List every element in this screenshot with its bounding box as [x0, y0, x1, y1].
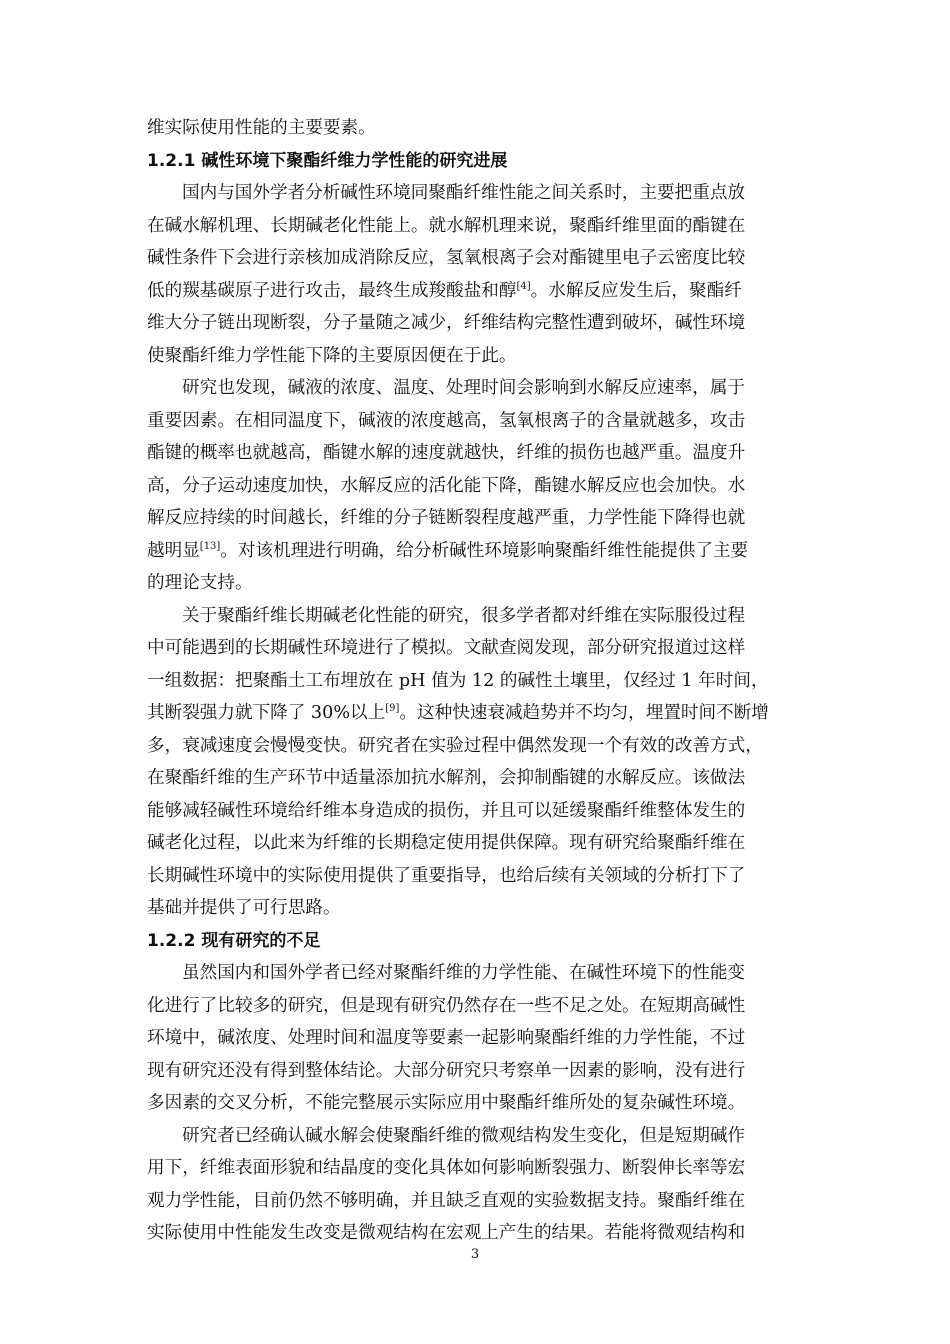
paragraph-line — [147, 697, 807, 730]
paragraph-line: 解反应持续的时间越长，纤维的分子链断裂程度越严重，力学性能下降得也就 — [147, 508, 746, 528]
paragraph-line: 酯键的概率也就越高，酯键水解的速度就越快，纤维的损伤也越严重。温度升 — [147, 443, 746, 463]
line-text: 低的羰基碳原子进行攻击，最终生成羧酸盐和醇 — [147, 280, 517, 301]
paragraph-reaction-factors — [147, 372, 807, 600]
paragraph-line: 碱老化过程，以此来为纤维的长期稳定使用提供保障。现有研究给聚酯纤维在 — [147, 833, 746, 853]
paragraph-line: 化进行了比较多的研究，但是现有研究仍然存在一些不足之处。在短期高碱性 — [147, 995, 746, 1016]
paragraph-line: 现有研究还没有得到整体结论。大部分研究只考察单一因素的影响，没有进行 — [147, 1060, 746, 1081]
line-text: 越明显 — [147, 540, 200, 561]
paragraph-line: 的理论支持。 — [147, 573, 253, 593]
line-text: 。这种快速衰减趋势并不均匀，埋置时间不断增 — [399, 703, 769, 723]
citation-ref-4: [4] — [516, 280, 531, 292]
paragraph-line: 基础并提供了可行思路。 — [147, 898, 341, 918]
paragraph-line: 中可能遇到的长期碱性环境进行了模拟。文献查阅发现，部分研究报道过这样 — [147, 638, 746, 658]
paragraph-continuation: 维实际使用性能的主要要素。 — [147, 118, 376, 138]
line-text: 。对该机理进行明确，给分析碱性环境影响聚酯纤维性能提供了主要 — [220, 540, 749, 561]
page-number: 3 — [470, 1247, 480, 1262]
paragraph-line: 使聚酯纤维力学性能下降的主要原因便在于此。 — [147, 345, 517, 366]
paragraph-line: 环境中，碱浓度、处理时间和温度等要素一起影响聚酯纤维的力学性能，不过 — [147, 1028, 746, 1048]
paragraph-line: 研究也发现，碱液的浓度、温度、处理时间会影响到水解反应速率，属于 — [182, 378, 746, 398]
paragraph-line: 用下，纤维表面形貌和结晶度的变化具体如何影响断裂强力、断裂伸长率等宏 — [147, 1158, 746, 1178]
paragraph-line: 关于聚酯纤维长期碱老化性能的研究，很多学者都对纤维在实际服役过程 — [182, 605, 746, 626]
paragraph-long-term-aging — [147, 600, 807, 925]
section-heading-1-2-2: 1.2.2 现有研究的不足 — [147, 930, 321, 951]
paragraph-research-gaps — [147, 957, 807, 1120]
paragraph-line: 在聚酯纤维的生产环节中适量添加抗水解剂，会抑制酯键的水解反应。该做法 — [147, 768, 746, 788]
paragraph-line: 研究者已经确认碱水解会使聚酯纤维的微观结构发生变化，但是短期碱作 — [182, 1125, 746, 1146]
paragraph-line — [147, 275, 807, 308]
citation-ref-13: [13] — [199, 540, 221, 552]
paragraph-line: 多，衰减速度会慢慢变快。研究者在实验过程中偶然发现一个有效的改善方式， — [147, 735, 763, 756]
paragraph-line: 能够减轻碱性环境给纤维本身造成的损伤，并且可以延缓聚酯纤维整体发生的 — [147, 800, 746, 821]
paragraph-line: 重要因素。在相同温度下，碱液的浓度越高，氢氧根离子的含量就越多，攻击 — [147, 410, 746, 431]
paragraph-line: 实际使用中性能发生改变是微观结构在宏观上产生的结果。若能将微观结构和 — [147, 1223, 746, 1243]
paragraph-line: 观力学性能，目前仍然不够明确，并且缺乏直观的实验数据支持。聚酯纤维在 — [147, 1190, 746, 1211]
paragraph-line: 一组数据：把聚酯土工布埋放在 pH 值为 12 的碱性土壤里，仅经过 1 年时间， — [147, 670, 769, 691]
paragraph-line: 碱性条件下会进行亲核加成消除反应，氢氧根离子会对酯键里电子云密度比较 — [147, 248, 746, 268]
paragraph-hydrolysis-mechanism — [147, 177, 807, 372]
paragraph-line: 多因素的交叉分析，不能完整展示实际应用中聚酯纤维所处的复杂碱性环境。 — [147, 1093, 746, 1113]
line-text: 。水解反应发生后，聚酯纤 — [530, 280, 742, 301]
paragraph-line: 维大分子链出现断裂，分子量随之减少，纤维结构完整性遭到破坏，碱性环境 — [147, 313, 746, 333]
paragraph-line: 高，分子运动速度加快，水解反应的活化能下降，酯键水解反应也会加快。水 — [147, 475, 746, 496]
paragraph-line: 虽然国内和国外学者已经对聚酯纤维的力学性能、在碱性环境下的性能变 — [182, 963, 746, 983]
paragraph-microstructure — [147, 1120, 807, 1250]
paragraph-line: 国内与国外学者分析碱性环境同聚酯纤维性能之间关系时，主要把重点放 — [182, 183, 746, 203]
paragraph-line: 在碱水解机理、长期碱老化性能上。就水解机理来说，聚酯纤维里面的酯键在 — [147, 215, 746, 236]
paragraph-line: 长期碱性环境中的实际使用提供了重要指导，也给后续有关领域的分析打下了 — [147, 865, 746, 886]
document-body — [147, 112, 807, 1250]
paragraph-line — [147, 535, 807, 568]
citation-ref-9: [9] — [385, 703, 400, 715]
section-heading-1-2-1: 1.2.1 碱性环境下聚酯纤维力学性能的研究进展 — [147, 150, 508, 171]
line-text: 其断裂强力就下降了 30%以上 — [147, 703, 386, 723]
